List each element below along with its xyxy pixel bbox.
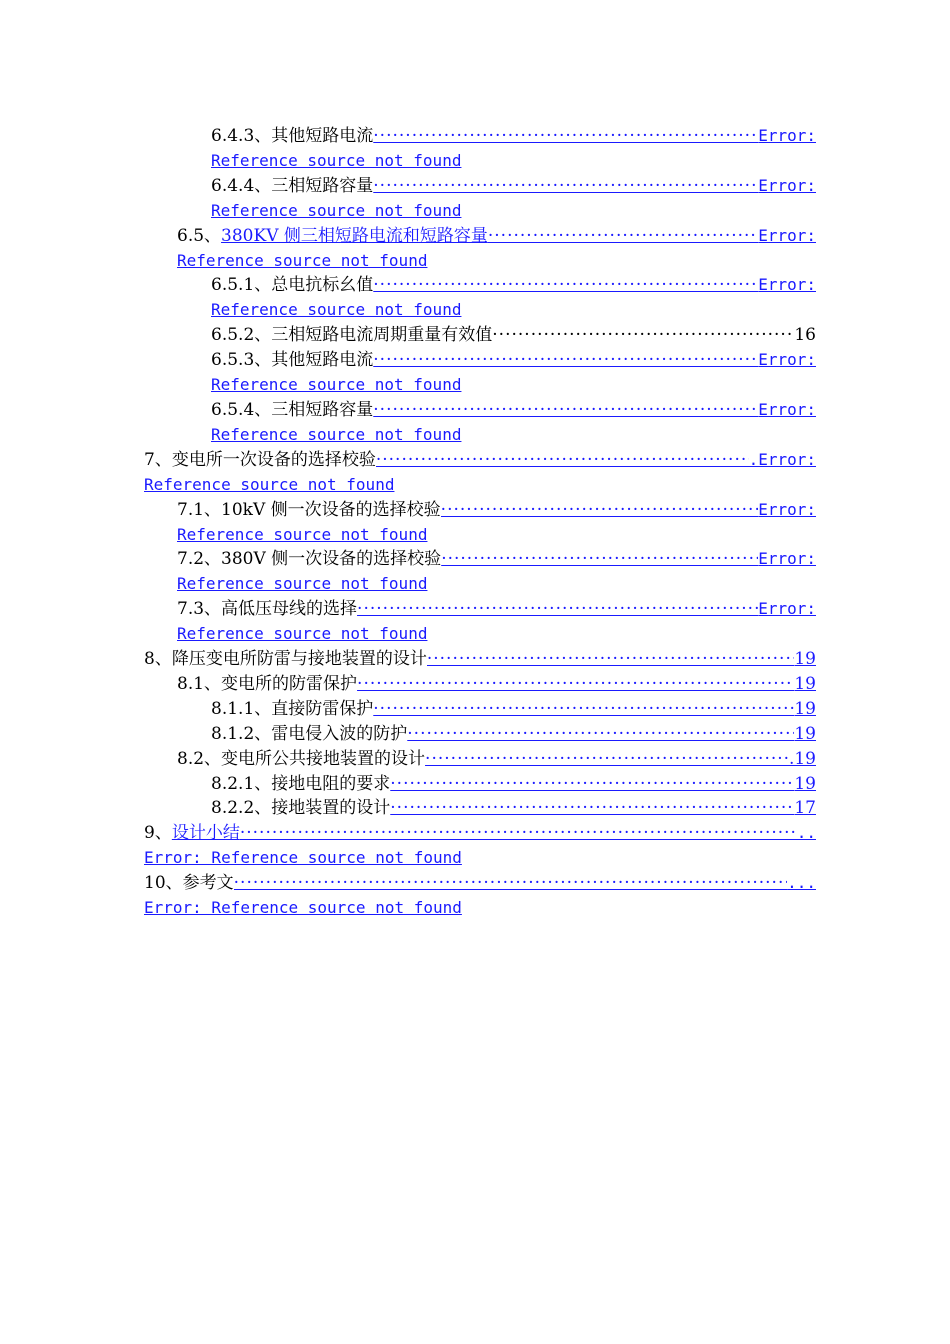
toc-entry-title: 其他短路电流	[271, 350, 374, 371]
toc-entry-number: 6.5.2、	[211, 325, 272, 346]
toc-entry-row	[211, 273, 816, 298]
toc-entry-row	[211, 772, 816, 797]
toc-entry-number: 8.1.1、	[211, 698, 272, 719]
toc-entry-title: 10kV 侧一次设备的选择校验	[221, 499, 441, 520]
toc-entry-row	[144, 448, 816, 473]
table-of-contents	[144, 124, 816, 921]
toc-entry-number: 8.2.1、	[211, 773, 272, 794]
toc-page-reference[interactable]: 19	[794, 773, 816, 794]
toc-entry-row	[177, 597, 816, 622]
toc-entry-row	[177, 498, 816, 523]
toc-reference-error[interactable]: Reference source not found	[144, 474, 395, 494]
toc-dot-leader[interactable]	[488, 224, 758, 249]
toc-page-reference[interactable]: Error:	[758, 599, 816, 619]
toc-entry-number: 7、	[144, 449, 172, 470]
toc-entry	[144, 672, 816, 697]
toc-entry-row	[144, 647, 816, 672]
toc-entry-title: 接地装置的设计	[271, 798, 391, 819]
toc-entry-row	[211, 124, 816, 149]
toc-dot-leader[interactable]	[441, 498, 759, 523]
toc-entry	[144, 796, 816, 821]
toc-entry-title[interactable]: 380KV 侧三相短路电流和短路容量	[221, 225, 488, 246]
toc-entry	[144, 273, 816, 323]
toc-page-reference[interactable]: Error:	[758, 549, 816, 569]
toc-entry-number: 6.4.4、	[211, 175, 272, 196]
toc-entry-number: 6.5.1、	[211, 275, 272, 296]
toc-page-reference[interactable]: 19	[794, 649, 816, 670]
toc-entry-number: 10、	[144, 873, 183, 894]
toc-entry-title: 三相短路容量	[271, 175, 374, 196]
toc-entry	[144, 174, 816, 224]
toc-page-reference[interactable]: ..	[796, 823, 816, 843]
toc-page-reference[interactable]: 19	[794, 673, 816, 694]
toc-entry-title: 降压变电所防雷与接地装置的设计	[171, 649, 427, 670]
toc-page-reference[interactable]: Error:	[758, 499, 816, 519]
toc-entry-title: 三相短路容量	[271, 399, 374, 420]
toc-entry-title: 雷电侵入波的防护	[271, 723, 408, 744]
toc-entry-number: 8.1.2、	[211, 723, 272, 744]
toc-entry-title: 变电所的防雷保护	[221, 673, 358, 694]
toc-page-reference[interactable]: Error:	[758, 225, 816, 245]
toc-entry-row	[177, 224, 816, 249]
toc-dot-leader[interactable]	[441, 547, 758, 572]
toc-dot-leader[interactable]	[357, 597, 758, 622]
toc-entry-title: 直接防雷保护	[271, 698, 374, 719]
toc-dot-leader[interactable]	[373, 398, 758, 423]
toc-entry	[144, 124, 816, 174]
toc-reference-error[interactable]: Reference source not found	[211, 150, 462, 170]
toc-dot-leader[interactable]	[427, 647, 795, 672]
toc-entry-number: 7.2、	[177, 549, 222, 570]
toc-entry-number: 6.4.3、	[211, 126, 272, 146]
toc-entry	[144, 323, 816, 348]
toc-entry-number: 8.1、	[177, 673, 222, 694]
toc-entry-number: 6.5.4、	[211, 399, 272, 420]
toc-entry-row	[211, 722, 816, 747]
toc-dot-leader[interactable]	[373, 174, 758, 199]
toc-entry	[144, 722, 816, 747]
toc-page-reference: 16	[794, 325, 816, 346]
toc-entry-row	[177, 547, 816, 572]
toc-page-reference[interactable]: 17	[794, 798, 816, 819]
toc-entry-title: 接地电阻的要求	[271, 773, 391, 794]
toc-dot-leader[interactable]	[373, 124, 758, 149]
toc-entry-title: 变电所公共接地装置的设计	[221, 748, 426, 769]
toc-entry-row	[211, 348, 816, 373]
toc-entry-title: 380V 侧一次设备的选择校验	[221, 549, 442, 570]
toc-reference-error[interactable]: Reference source not found	[177, 250, 428, 270]
toc-dot-leader	[492, 323, 794, 348]
toc-entry-number: 6.5、	[177, 225, 222, 246]
toc-entry-row	[211, 174, 816, 199]
toc-entry	[144, 597, 816, 647]
toc-page-reference[interactable]: Error:	[758, 175, 816, 195]
toc-page-reference[interactable]: .19	[788, 748, 816, 769]
toc-dot-leader[interactable]	[390, 772, 794, 797]
toc-entry-row	[177, 747, 816, 772]
toc-dot-leader[interactable]	[425, 747, 789, 772]
toc-entry-number: 7.1、	[177, 499, 222, 520]
toc-entry	[144, 398, 816, 448]
toc-entry-title: 三相短路电流周期重量有效值	[271, 325, 493, 346]
toc-entry	[144, 772, 816, 797]
toc-dot-leader[interactable]	[407, 722, 794, 747]
toc-page-reference[interactable]: Error:	[758, 275, 816, 295]
toc-page-reference[interactable]: 19	[794, 698, 816, 719]
toc-dot-leader[interactable]	[376, 448, 749, 473]
toc-entry	[144, 871, 816, 921]
toc-entry-number: 8、	[144, 649, 172, 670]
toc-entry-title[interactable]: 设计小结	[171, 823, 240, 844]
toc-entry-row	[211, 796, 816, 821]
toc-entry-number: 8.2.2、	[211, 798, 272, 819]
toc-reference-error[interactable]: Reference source not found	[211, 375, 462, 395]
toc-entry-title: 总电抗标幺值	[271, 275, 374, 296]
toc-reference-error[interactable]: Error: Reference source not found	[144, 898, 462, 918]
toc-entry-title: 变电所一次设备的选择校验	[171, 449, 376, 470]
toc-entry-row	[211, 398, 816, 423]
toc-entry	[144, 348, 816, 398]
toc-dot-leader[interactable]	[390, 796, 794, 821]
toc-entry	[144, 224, 816, 274]
toc-entry-number: 6.5.3、	[211, 350, 272, 371]
toc-dot-leader[interactable]	[240, 821, 797, 846]
toc-reference-error[interactable]: Reference source not found	[177, 624, 428, 644]
toc-page-reference[interactable]: ...	[787, 873, 816, 893]
toc-page-reference[interactable]: Error:	[758, 350, 816, 370]
toc-dot-leader[interactable]	[373, 273, 758, 298]
toc-entry	[144, 448, 816, 498]
toc-dot-leader[interactable]	[357, 672, 794, 697]
toc-entry	[144, 498, 816, 548]
toc-reference-error[interactable]: Reference source not found	[211, 200, 462, 220]
toc-entry-title: 其他短路电流	[271, 126, 374, 146]
toc-dot-leader[interactable]	[373, 348, 758, 373]
toc-dot-leader[interactable]	[373, 697, 794, 722]
toc-reference-error[interactable]: Reference source not found	[211, 424, 462, 444]
toc-page-reference[interactable]: .Error:	[748, 449, 816, 469]
toc-entry	[144, 697, 816, 722]
toc-entry-row	[177, 672, 816, 697]
toc-reference-error[interactable]: Reference source not found	[211, 300, 462, 320]
toc-page-reference[interactable]: 19	[794, 723, 816, 744]
toc-page-reference[interactable]: Error:	[758, 126, 816, 145]
toc-entry	[144, 647, 816, 672]
toc-entry-title: 参考文	[182, 873, 234, 894]
toc-entry	[144, 547, 816, 597]
toc-entry-row	[211, 323, 816, 348]
toc-entry-row	[144, 821, 816, 846]
toc-reference-error[interactable]: Reference source not found	[177, 574, 428, 594]
toc-reference-error[interactable]: Error: Reference source not found	[144, 848, 462, 868]
toc-reference-error[interactable]: Reference source not found	[177, 524, 428, 544]
toc-page-reference[interactable]: Error:	[758, 399, 816, 419]
toc-entry-number: 9、	[144, 823, 172, 844]
toc-entry-number: 7.3、	[177, 599, 222, 620]
toc-entry	[144, 747, 816, 772]
toc-entry-number: 8.2、	[177, 748, 222, 769]
toc-entry-row	[144, 871, 816, 896]
toc-dot-leader[interactable]	[234, 871, 787, 896]
toc-entry-row	[211, 697, 816, 722]
toc-entry	[144, 821, 816, 871]
toc-entry-title: 高低压母线的选择	[221, 599, 358, 620]
